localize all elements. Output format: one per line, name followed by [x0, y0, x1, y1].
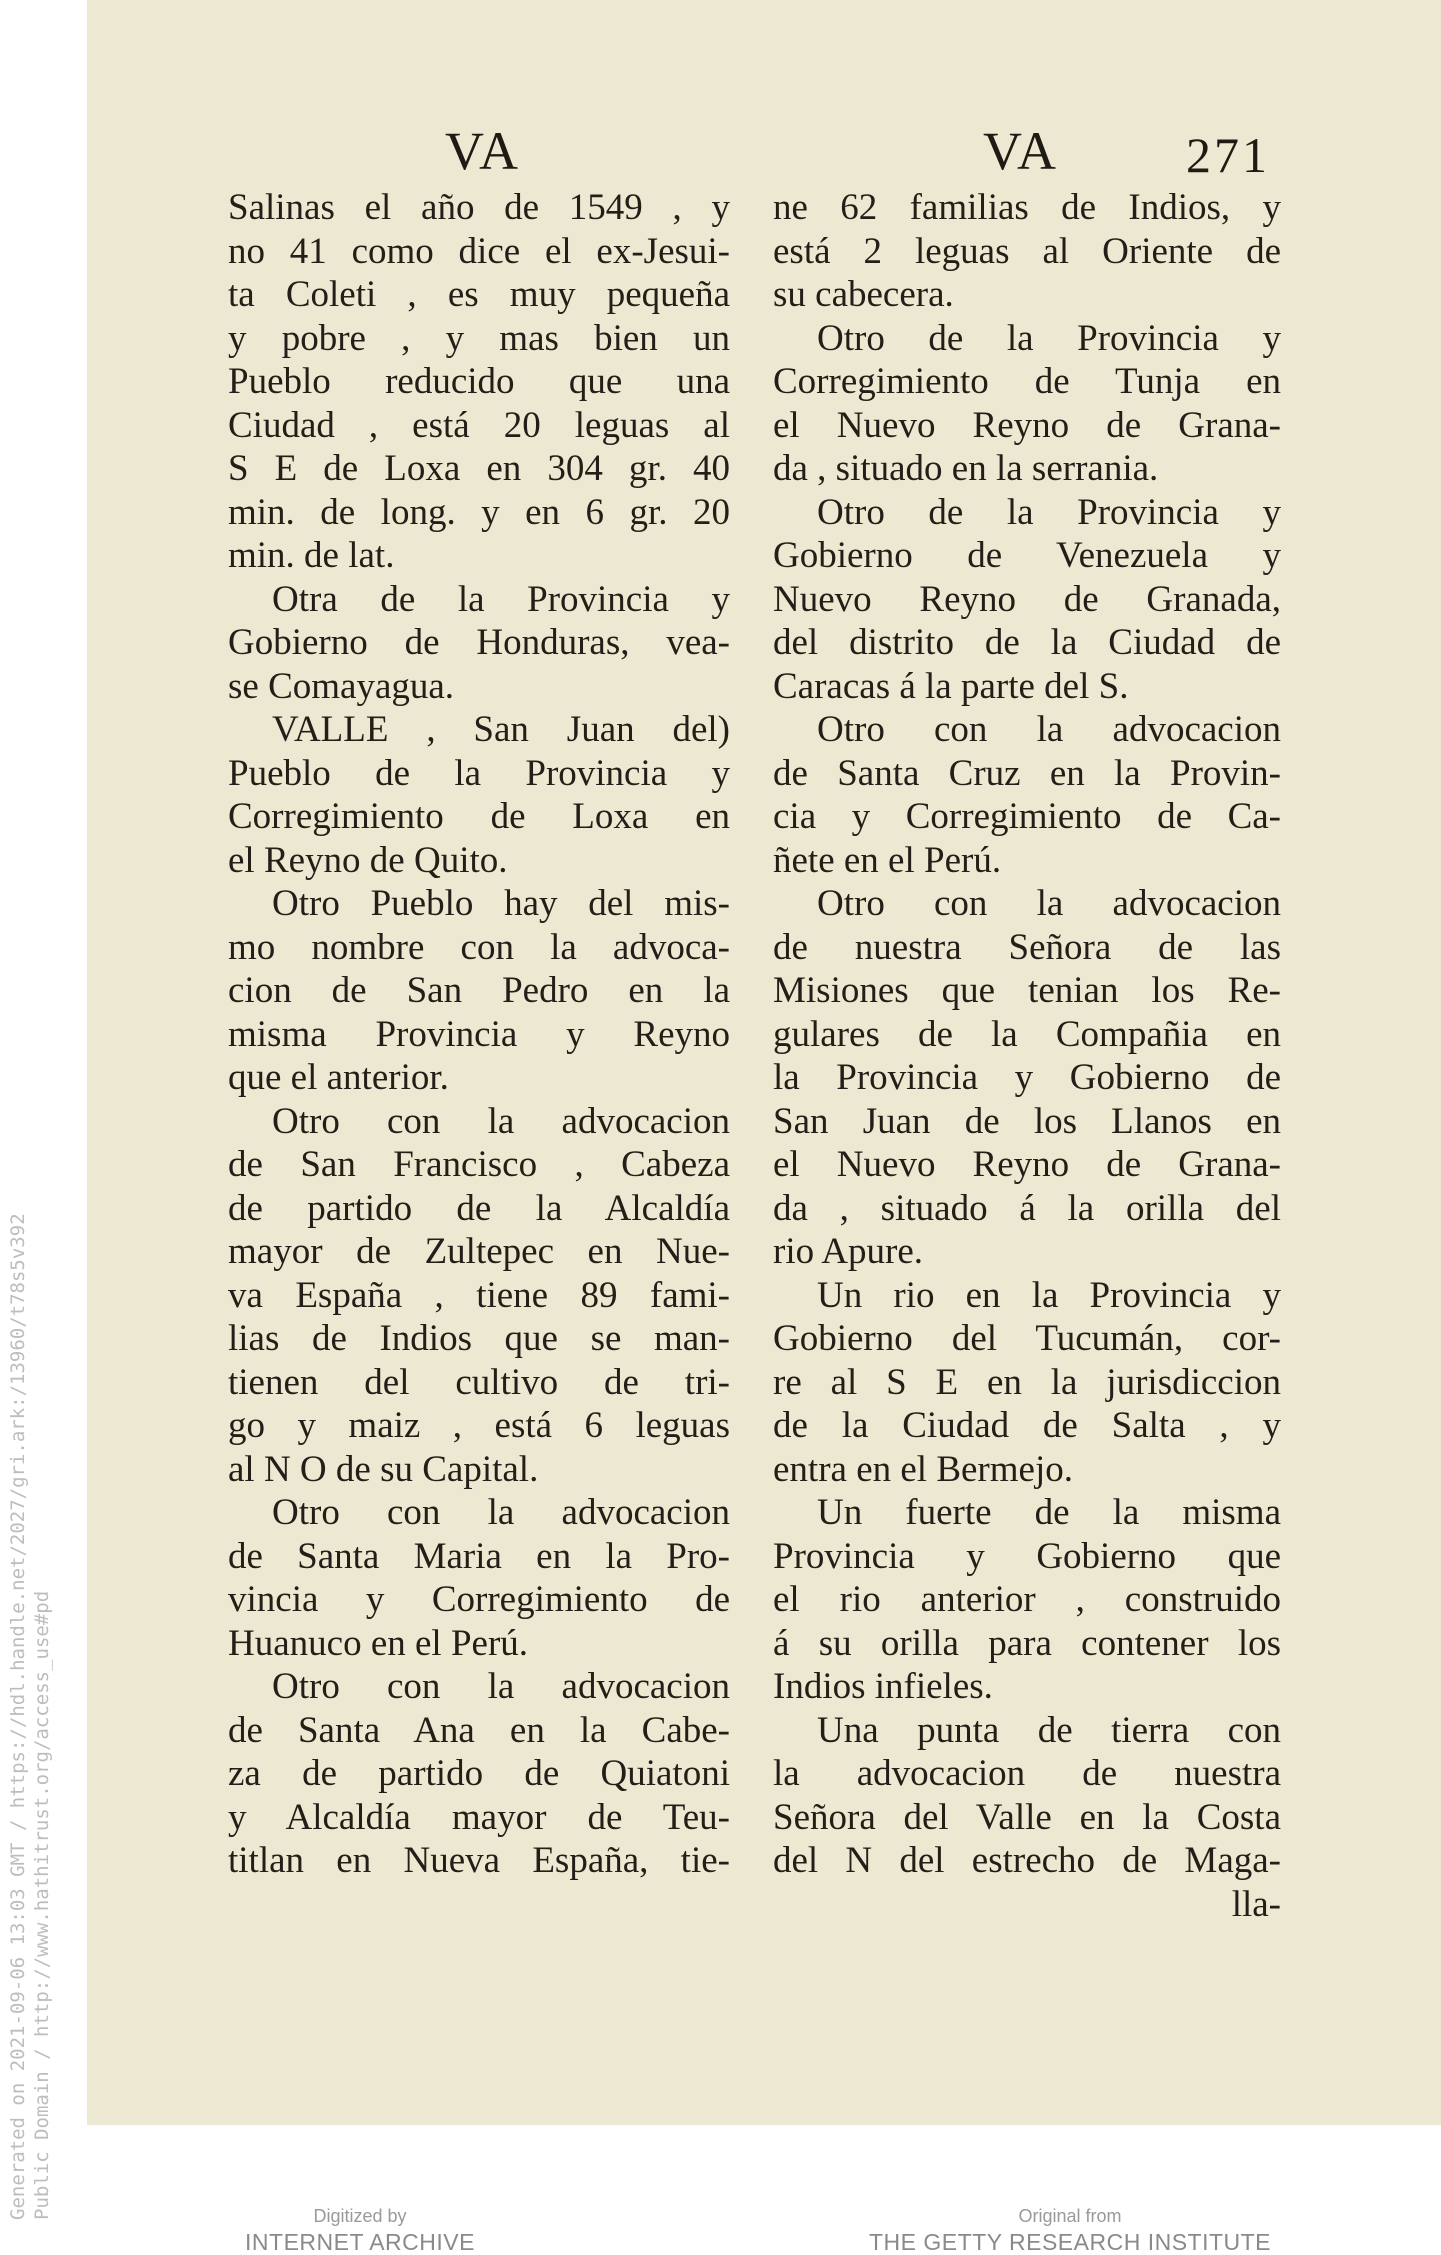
text-line: Otro Pueblo hay del mis-: [272, 883, 730, 924]
generated-stamp-line: Generated on 2021-09-06 13:03 GMT / https://hdl.handle.net/2027/gri.ark:/13960/t78s5v392: [7, 1213, 29, 2220]
text-line: lla-: [1231, 1883, 1281, 1925]
text-line: Nuevo Reyno de Granada,: [773, 578, 1281, 620]
text-line: el rio anterior , construido: [773, 1579, 1281, 1620]
text-line: Indios infieles.: [773, 1666, 993, 1707]
text-line: S E de Loxa en 304 gr. 40: [228, 448, 730, 489]
text-line: Pueblo reducido que una: [228, 361, 730, 402]
text-line: Gobierno de Honduras, vea-: [228, 622, 730, 663]
text-line: Corregimiento de Loxa en: [228, 796, 730, 837]
text-line: Otro con la advocacion: [272, 1666, 730, 1707]
text-line: rio Apure.: [773, 1231, 924, 1272]
text-line: el Nuevo Reyno de Grana-: [773, 404, 1281, 446]
left-text-column: [228, 186, 730, 1883]
text-line: de partido de la Alcaldía: [228, 1187, 730, 1229]
text-line: vincia y Corregimiento de: [228, 1579, 730, 1620]
text-line: la Provincia y Gobierno de: [773, 1057, 1281, 1098]
text-line: Salinas el año de 1549 , y: [228, 187, 730, 228]
text-line: su cabecera.: [773, 274, 954, 315]
text-line: entra en el Bermejo.: [773, 1448, 1073, 1490]
running-head-left: VA: [445, 121, 521, 181]
text-line: Otro de la Provincia y: [817, 491, 1281, 533]
text-line: Gobierno del Tucumán, cor-: [773, 1318, 1281, 1359]
page-number: 271: [1186, 127, 1270, 183]
text-line: que el anterior.: [228, 1057, 449, 1098]
text-line: y pobre , y mas bien un: [228, 317, 730, 359]
text-line: Una punta de tierra con: [817, 1709, 1281, 1751]
text-line: Gobierno de Venezuela y: [773, 535, 1281, 576]
text-line: Provincia y Gobierno que: [773, 1535, 1281, 1577]
text-line: á su orilla para contener los: [773, 1622, 1281, 1664]
text-line: y Alcaldía mayor de Teu-: [228, 1796, 730, 1838]
text-line: min. de long. y en 6 gr. 20: [228, 491, 730, 533]
text-line: ñete en el Perú.: [773, 839, 1002, 881]
text-line: tienen del cultivo de tri-: [228, 1361, 730, 1403]
text-line: del N del estrecho de Maga-: [773, 1840, 1281, 1881]
text-line: al N O de su Capital.: [228, 1448, 539, 1490]
text-line: Señora del Valle en la Costa: [773, 1796, 1281, 1838]
text-line: gulares de la Compañia en: [773, 1013, 1281, 1055]
text-line: titlan en Nueva España, tie-: [228, 1840, 730, 1881]
text-line: no 41 como dice el ex-Jesui-: [228, 230, 730, 272]
text-line: Un rio en la Provincia y: [817, 1274, 1281, 1316]
text-line: el Reyno de Quito.: [228, 839, 508, 881]
text-line: Un fuerte de la misma: [817, 1492, 1281, 1533]
text-line: da , situado en la serrania.: [773, 448, 1159, 489]
text-line: la advocacion de nuestra: [773, 1753, 1281, 1794]
text-line: go y maiz , está 6 leguas: [228, 1405, 730, 1446]
getty-institute-name: THE GETTY RESEARCH INSTITUTE: [868, 2229, 1272, 2255]
text-line: se Comayagua.: [228, 665, 455, 707]
text-line: cia y Corregimiento de Ca-: [773, 796, 1281, 837]
generated-stamp: [2, 1100, 56, 2220]
text-line: za de partido de Quiatoni: [228, 1753, 730, 1794]
text-line: de Santa Cruz en la Provin-: [773, 752, 1281, 794]
text-line: de la Ciudad de Salta , y: [773, 1405, 1281, 1446]
text-line: va España , tiene 89 fami-: [228, 1274, 730, 1316]
text-line: Otra de la Provincia y: [272, 578, 730, 620]
internet-archive-name: INTERNET ARCHIVE: [245, 2229, 475, 2255]
text-line: Otro con la advocacion: [272, 1100, 730, 1142]
text-line: Misiones que tenian los Re-: [773, 970, 1281, 1011]
text-line: San Juan de los Llanos en: [773, 1100, 1281, 1142]
text-line: Otro con la advocacion: [272, 1492, 730, 1533]
text-line: da , situado á la orilla del: [773, 1187, 1281, 1229]
text-line: de Santa Maria en la Pro-: [228, 1535, 730, 1577]
text-line: Otro de la Provincia y: [817, 317, 1281, 359]
text-line: Ciudad , está 20 leguas al: [228, 404, 730, 446]
text-line: de San Francisco , Cabeza: [228, 1144, 730, 1185]
text-line: misma Provincia y Reyno: [228, 1013, 730, 1055]
text-line: cion de San Pedro en la: [228, 970, 730, 1011]
text-line: Corregimiento de Tunja en: [773, 361, 1281, 402]
digitized-by-label: Digitized by: [313, 2206, 407, 2226]
text-line: Pueblo de la Provincia y: [228, 752, 730, 794]
running-head-right: VA: [983, 121, 1059, 181]
text-line: Otro con la advocacion: [817, 883, 1281, 924]
text-line: Otro con la advocacion: [817, 709, 1281, 750]
text-line: de nuestra Señora de las: [773, 926, 1281, 968]
text-line: min. de lat.: [228, 535, 395, 576]
text-line: lias de Indios que se man-: [228, 1318, 730, 1359]
text-line: ne 62 familias de Indios, y: [773, 187, 1281, 228]
text-line: ta Coleti , es muy pequeña: [228, 274, 730, 315]
text-line: Caracas á la parte del S.: [773, 665, 1129, 707]
original-from-label: Original from: [1018, 2206, 1122, 2226]
text-line: mayor de Zultepec en Nue-: [228, 1231, 730, 1272]
original-from-credit: [860, 2205, 1280, 2255]
text-line: VALLE , San Juan del): [272, 709, 730, 750]
text-line: el Nuevo Reyno de Grana-: [773, 1144, 1281, 1185]
text-line: re al S E en la jurisdiccion: [773, 1361, 1281, 1403]
right-text-column: [773, 186, 1281, 1926]
license-stamp-line: Public Domain / http://www.hathitrust.org/access_use#pd: [31, 1590, 53, 2220]
text-line: está 2 leguas al Oriente de: [773, 230, 1281, 272]
text-line: mo nombre con la advoca-: [228, 926, 730, 968]
text-line: del distrito de la Ciudad de: [773, 622, 1281, 663]
text-line: Huanuco en el Perú.: [228, 1622, 529, 1664]
digitized-by-credit: [210, 2205, 510, 2255]
text-line: de Santa Ana en la Cabe-: [228, 1709, 730, 1751]
